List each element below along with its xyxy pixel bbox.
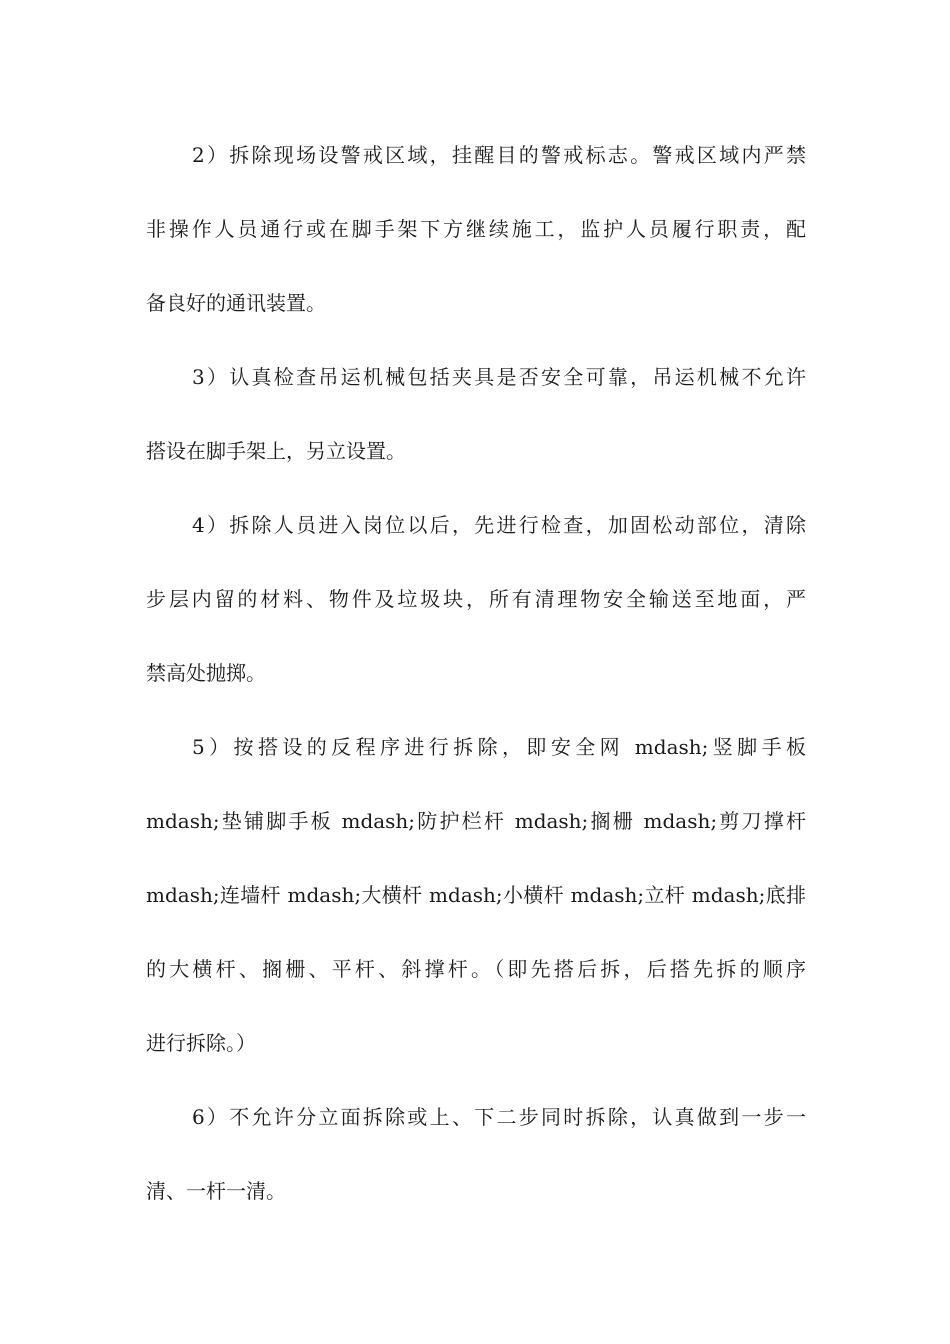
paragraph-4-line-2: 步层内留的材料、物件及垃圾块，所有清理物安全输送至地面，严: [146, 587, 806, 611]
paragraph-3-line-1: 3）认真检查吊运机械包括夹具是否安全可靠，吊运机械不允许: [192, 365, 806, 389]
paragraph-6-line-2: 清、一杆一清。: [146, 1179, 286, 1203]
paragraph-5-line-1: 5）按搭设的反程序进行拆除，即安全网 mdash;竖脚手板: [192, 735, 806, 759]
paragraph-2-line-1: 2）拆除现场设警戒区域，挂醒目的警戒标志。警戒区域内严禁: [192, 143, 806, 167]
document-body: [146, 118, 806, 1228]
paragraph-2-line-3: 备良好的通讯装置。: [146, 291, 326, 315]
paragraph-5-line-4: 的大横杆、搁栅、平杆、斜撑杆。（即先搭后拆，后搭先拆的顺序: [146, 957, 806, 981]
paragraph-4-line-1: 4）拆除人员进入岗位以后，先进行检查，加固松动部位，清除: [192, 513, 806, 537]
paragraph-3-line-2: 搭设在脚手架上，另立设置。: [146, 439, 406, 463]
paragraph-5-line-5: 进行拆除。）: [146, 1031, 256, 1055]
paragraph-6-line-1: 6）不允许分立面拆除或上、下二步同时拆除，认真做到一步一: [192, 1105, 806, 1129]
paragraph-4-line-3: 禁高处抛掷。: [146, 661, 266, 685]
paragraph-2-line-2: 非操作人员通行或在脚手架下方继续施工，监护人员履行职责，配: [146, 217, 806, 241]
paragraph-5-line-3: mdash;连墙杆 mdash;大横杆 mdash;小横杆 mdash;立杆 mdash;底排: [146, 883, 806, 907]
paragraph-5-line-2: mdash;垫铺脚手板 mdash;防护栏杆 mdash;搁栅 mdash;剪刀撑杆: [146, 809, 806, 833]
